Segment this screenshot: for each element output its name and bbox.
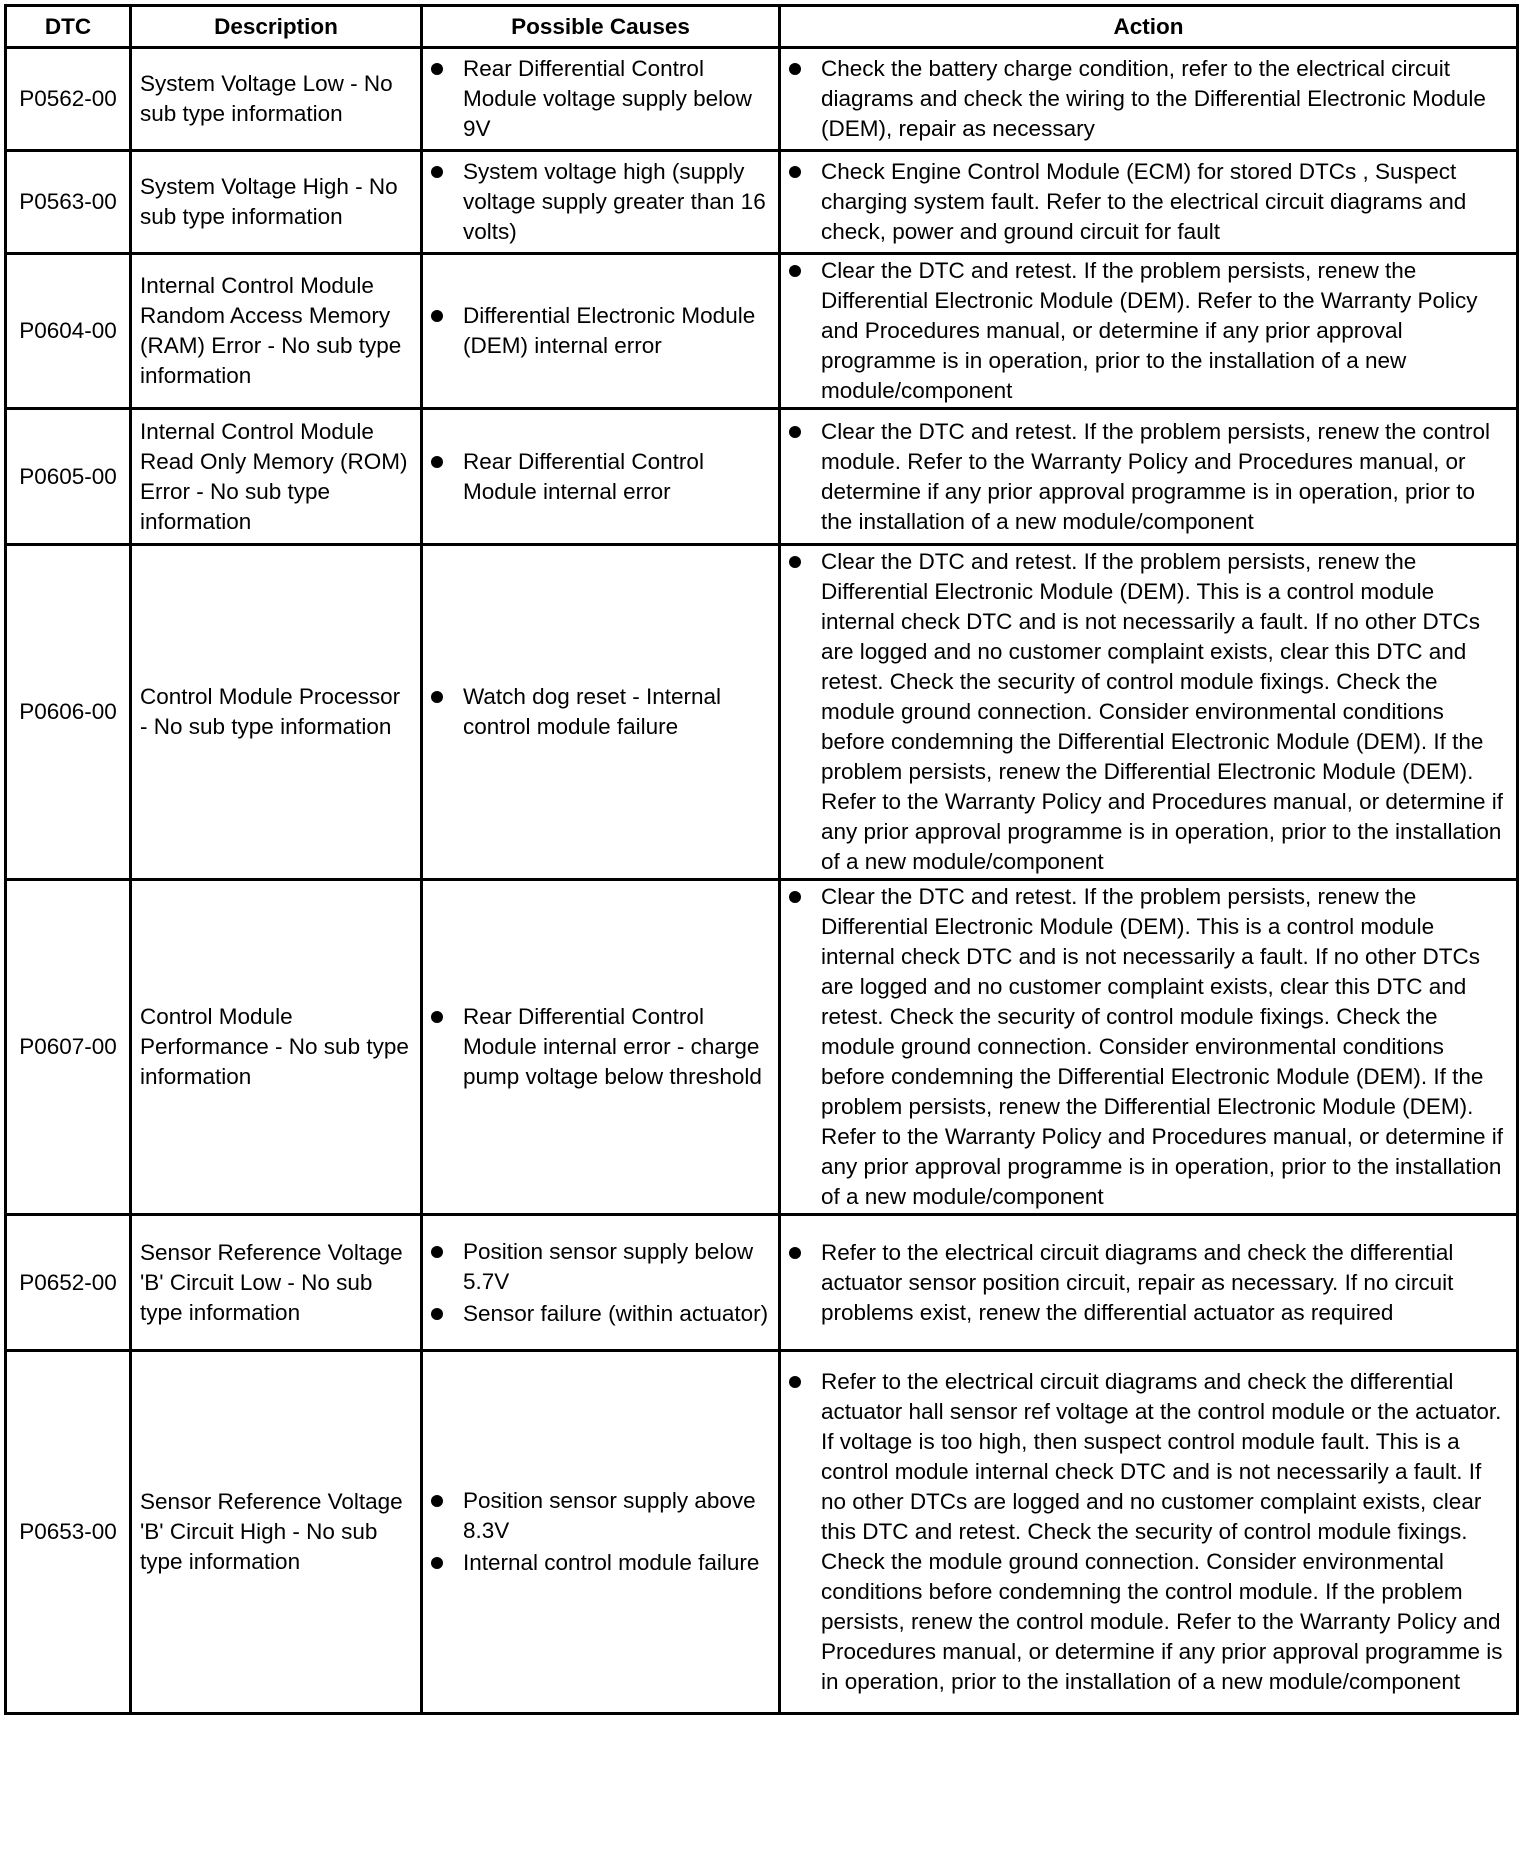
action-list: [789, 882, 1508, 1212]
dtc-table: [4, 4, 1519, 1715]
bullet-icon: [431, 166, 443, 178]
action-cell: [780, 880, 1518, 1215]
bullet-icon: [431, 1246, 443, 1258]
bullet-icon: [789, 1247, 801, 1259]
action-item: [789, 157, 1508, 247]
bullet-icon: [431, 63, 443, 75]
dtc-code: P0604-00: [6, 254, 131, 409]
table-row: [6, 409, 1518, 545]
action-cell: [780, 409, 1518, 545]
possible-causes-list: [431, 447, 770, 507]
possible-causes-list: [431, 157, 770, 247]
table-row: [6, 1351, 1518, 1714]
possible-causes-list: [431, 682, 770, 742]
action-list: [789, 1367, 1508, 1697]
header-action: Action: [780, 6, 1518, 48]
table-row: [6, 545, 1518, 880]
action-list: [789, 157, 1508, 247]
action-item: [789, 547, 1508, 877]
possible-causes-cell: [422, 880, 780, 1215]
action-text: Clear the DTC and retest. If the problem persists, renew the Differential Electronic Module (DEM). This is a control module internal check DTC and is not necessarily a fault. If no other DTCs are logged and no customer complaint exists, clear this DTC and retest. Check the security of control module fixings. Check the module ground connection. Consider environmental conditions before condemning the Differential Electronic Module (DEM). If the problem persists, renew the Differential Electronic Module (DEM). Refer to the Warranty Policy and Procedures manual, or determine if any prior approval programme is in operation, prior to the installation of a new module/component: [821, 549, 1503, 874]
bullet-icon: [431, 1308, 443, 1320]
cause-item: [431, 1237, 770, 1297]
table-row: [6, 1215, 1518, 1351]
possible-causes-cell: [422, 545, 780, 880]
dtc-description: System Voltage High - No sub type information: [131, 151, 422, 254]
action-text: Clear the DTC and retest. If the problem persists, renew the Differential Electronic Module (DEM). Refer to the Warranty Policy and Procedures manual, or determine if any prior approval programme is in operation, prior to the installation of a new module/component: [821, 258, 1478, 403]
possible-causes-list: [431, 1237, 770, 1329]
cause-text: Rear Differential Control Module voltage supply below 9V: [463, 56, 752, 141]
bullet-icon: [431, 1011, 443, 1023]
dtc-description: Sensor Reference Voltage 'B' Circuit Low - No sub type information: [131, 1215, 422, 1351]
action-list: [789, 417, 1508, 537]
action-cell: [780, 48, 1518, 151]
cause-text: Differential Electronic Module (DEM) internal error: [463, 303, 756, 358]
possible-causes-cell: [422, 409, 780, 545]
bullet-icon: [789, 166, 801, 178]
cause-item: [431, 1299, 770, 1329]
cause-item: [431, 54, 770, 144]
header-row: [6, 6, 1518, 48]
possible-causes-cell: [422, 1351, 780, 1714]
cause-item: [431, 1002, 770, 1092]
action-cell: [780, 151, 1518, 254]
cause-item: [431, 157, 770, 247]
action-text: Clear the DTC and retest. If the problem persists, renew the Differential Electronic Module (DEM). This is a control module internal check DTC and is not necessarily a fault. If no other DTCs are logged and no customer complaint exists, clear this DTC and retest. Check the security of control module fixings. Check the module ground connection. Consider environmental conditions before condemning the Differential Electronic Module (DEM). If the problem persists, renew the Differential Electronic Module (DEM). Refer to the Warranty Policy and Procedures manual, or determine if any prior approval programme is in operation, prior to the installation of a new module/component: [821, 884, 1503, 1209]
action-list: [789, 54, 1508, 144]
bullet-icon: [789, 265, 801, 277]
action-item: [789, 1367, 1508, 1697]
action-text: Clear the DTC and retest. If the problem persists, renew the control module. Refer to the Warranty Policy and Procedures manual, or determine if any prior approval programme is in operation, prior to the installation of a new module/component: [821, 418, 1491, 534]
possible-causes-list: [431, 54, 770, 144]
cause-text: Watch dog reset - Internal control module failure: [463, 684, 722, 739]
cause-item: [431, 1548, 770, 1578]
action-item: [789, 256, 1508, 406]
action-item: [789, 882, 1508, 1212]
action-cell: [780, 254, 1518, 409]
dtc-description: Control Module Processor - No sub type information: [131, 545, 422, 880]
table-row: [6, 880, 1518, 1215]
bullet-icon: [431, 691, 443, 703]
cause-item: [431, 301, 770, 361]
cause-text: Rear Differential Control Module internal error - charge pump voltage below threshold: [463, 1004, 762, 1089]
cause-text: Position sensor supply above 8.3V: [463, 1488, 756, 1543]
dtc-description: Sensor Reference Voltage 'B' Circuit High - No sub type information: [131, 1351, 422, 1714]
possible-causes-cell: [422, 151, 780, 254]
dtc-code: P0652-00: [6, 1215, 131, 1351]
header-dtc: DTC: [6, 6, 131, 48]
table-row: [6, 151, 1518, 254]
action-cell: [780, 1215, 1518, 1351]
table-row: [6, 254, 1518, 409]
bullet-icon: [789, 891, 801, 903]
action-item: [789, 417, 1508, 537]
bullet-icon: [789, 426, 801, 438]
header-description: Description: [131, 6, 422, 48]
action-text: Refer to the electrical circuit diagrams and check the differential actuator hall sensor ref voltage at the control module or the actuator. If voltage is too high, then suspect control module fault. This is a control module internal check DTC and is not necessarily a fault. If no other DTCs are logged and no customer complaint exists, clear this DTC and retest. Check the security of control module fixings. Check the module ground connection. Consider environmental conditions before condemning the control module. If the problem persists, renew the control module. Refer to the Warranty Policy and Procedures manual, or determine if any prior approval programme is in operation, prior to the installation of a new module/component: [821, 1369, 1503, 1694]
cause-text: Internal control module failure: [463, 1550, 760, 1575]
action-list: [789, 547, 1508, 877]
cause-item: [431, 447, 770, 507]
dtc-code: P0563-00: [6, 151, 131, 254]
header-possible-causes: Possible Causes: [422, 6, 780, 48]
bullet-icon: [431, 310, 443, 322]
dtc-code: P0607-00: [6, 880, 131, 1215]
cause-text: Sensor failure (within actuator): [463, 1300, 769, 1326]
cause-text: System voltage high (supply voltage supply greater than 16 volts): [463, 159, 766, 244]
action-item: [789, 54, 1508, 144]
action-cell: [780, 545, 1518, 880]
cause-item: [431, 1486, 770, 1546]
possible-causes-cell: [422, 1215, 780, 1351]
bullet-icon: [431, 1495, 443, 1507]
action-cell: [780, 1351, 1518, 1714]
dtc-description: Control Module Performance - No sub type information: [131, 880, 422, 1215]
bullet-icon: [431, 456, 443, 468]
cause-item: [431, 682, 770, 742]
cause-text: Rear Differential Control Module internal error: [463, 448, 704, 504]
dtc-description: Internal Control Module Random Access Memory (RAM) Error - No sub type information: [131, 254, 422, 409]
cause-text: Position sensor supply below 5.7V: [463, 1238, 754, 1294]
bullet-icon: [789, 556, 801, 568]
action-text: Check Engine Control Module (ECM) for stored DTCs , Suspect charging system fault. Refer to the electrical circuit diagrams and check, power and ground circuit for fault: [821, 159, 1467, 244]
action-text: Refer to the electrical circuit diagrams and check the differential actuator sensor position circuit, repair as necessary. If no circuit problems exist, renew the differential actuator as required: [821, 1239, 1454, 1325]
table-row: [6, 48, 1518, 151]
possible-causes-list: [431, 301, 770, 361]
dtc-code: P0606-00: [6, 545, 131, 880]
dtc-description: System Voltage Low - No sub type information: [131, 48, 422, 151]
action-text: Check the battery charge condition, refer to the electrical circuit diagrams and check the wiring to the Differential Electronic Module (DEM), repair as necessary: [821, 56, 1486, 141]
possible-causes-list: [431, 1002, 770, 1092]
action-list: [789, 1238, 1508, 1328]
bullet-icon: [431, 1557, 443, 1569]
bullet-icon: [789, 1376, 801, 1388]
action-list: [789, 256, 1508, 406]
possible-causes-cell: [422, 254, 780, 409]
dtc-code: P0562-00: [6, 48, 131, 151]
bullet-icon: [789, 63, 801, 75]
action-item: [789, 1238, 1508, 1328]
possible-causes-cell: [422, 48, 780, 151]
dtc-code: P0653-00: [6, 1351, 131, 1714]
possible-causes-list: [431, 1486, 770, 1578]
dtc-code: P0605-00: [6, 409, 131, 545]
dtc-description: Internal Control Module Read Only Memory (ROM) Error - No sub type information: [131, 409, 422, 545]
